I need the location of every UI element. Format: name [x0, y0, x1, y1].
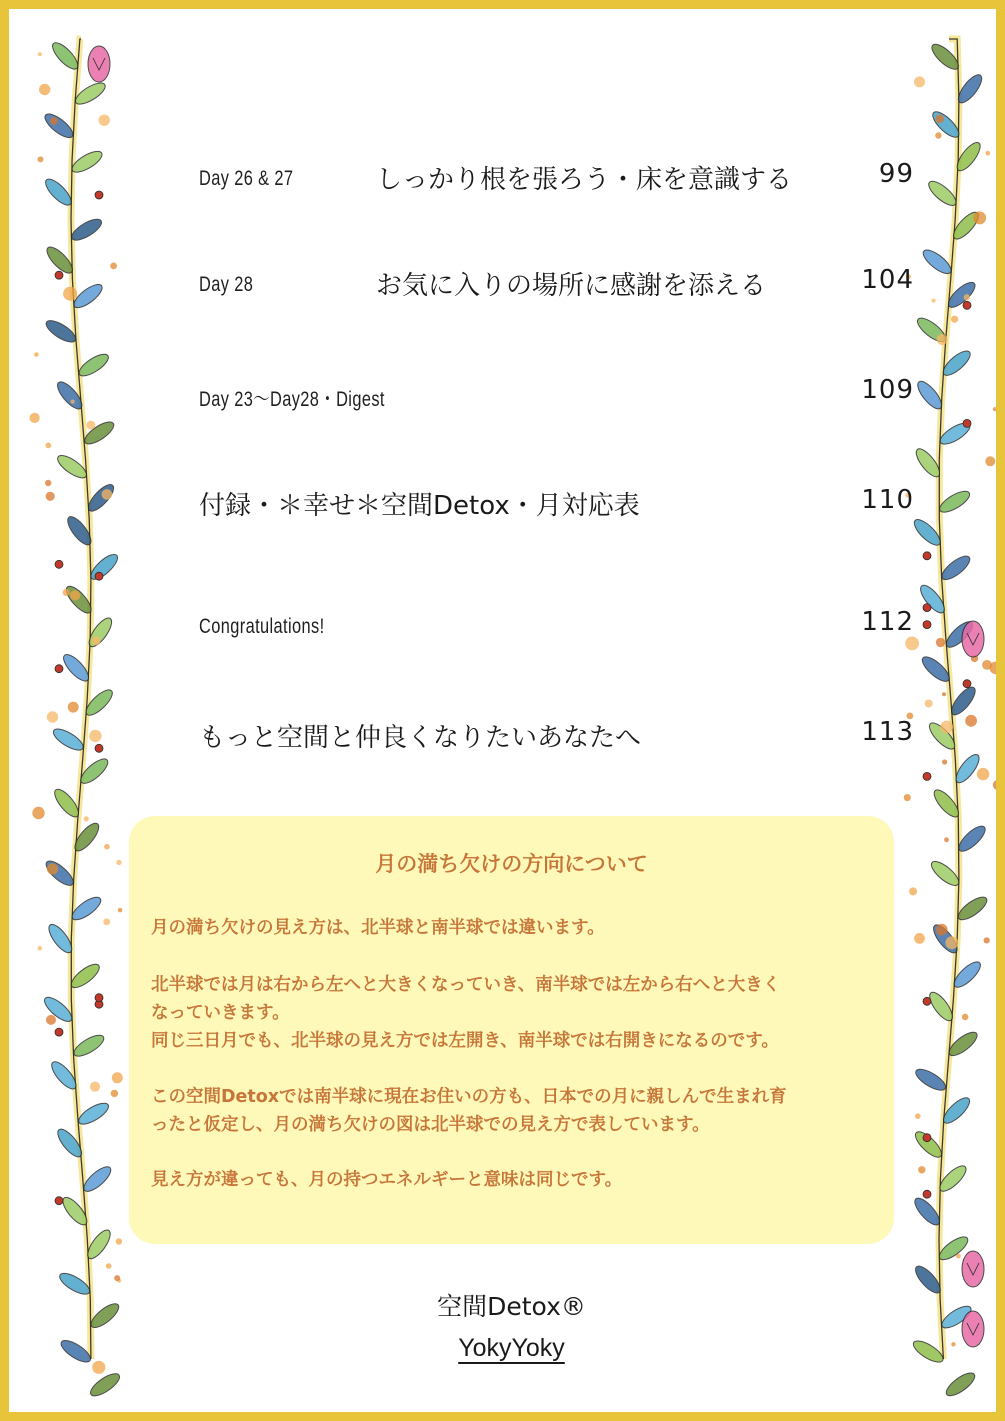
toc-day-label: Day 23〜Day28・Digest — [199, 388, 385, 411]
note-paragraph: 月の満ち欠けの見え方は、北半球と南半球では違います。 — [151, 918, 605, 938]
toc-title: もっと空間と仲良くなりたいあなたへ — [199, 723, 642, 753]
toc-page-number: 99 — [878, 159, 914, 189]
toc-page-number: 110 — [861, 485, 914, 515]
toc-day-label: Day 26 & 27 — [199, 167, 294, 190]
toc-entry-appendix[interactable] — [199, 485, 914, 525]
note-paragraph: 北半球では月は右から左へと大きくなっていき、南半球では左から右へと大きく なっていきます。 同じ三日月でも、北半球の見え方では左開き、南半球では右開きになるのです。 — [151, 975, 781, 1051]
toc-title: お気に入りの場所に感謝を添える — [376, 271, 767, 301]
toc-title: しっかり根を張ろう・床を意識する — [376, 165, 793, 195]
toc-entry-day-28[interactable] — [199, 265, 914, 305]
note-paragraph: この空間Detoxでは南半球に現在お住いの方も、日本での月に親しんで生まれ育 ったと仮定し、月の満ち欠けの図は北半球での見え方で表しています。 — [151, 1087, 787, 1135]
toc-day-label: Day 28 — [199, 273, 254, 296]
moon-phase-note-box — [129, 816, 894, 1244]
toc-page-number: 112 — [861, 607, 914, 637]
note-title: 月の満ち欠けの方向について — [375, 852, 648, 876]
toc-entry-congratulations[interactable] — [199, 607, 914, 647]
brand-name: 空間Detox® — [437, 1292, 586, 1321]
left-floral-vine-decoration — [23, 9, 133, 1421]
toc-entry-closing[interactable] — [199, 717, 914, 757]
toc-page-number: 113 — [861, 717, 914, 747]
right-floral-vine-decoration — [897, 9, 1005, 1421]
toc-day-label: Congratulations! — [199, 615, 325, 638]
author-name: YokyYoky — [458, 1334, 565, 1362]
toc-page-number: 104 — [861, 265, 914, 295]
note-paragraph: 見え方が違っても、月の持つエネルギーと意味は同じです。 — [151, 1170, 623, 1190]
toc-page-number: 109 — [861, 375, 914, 405]
toc-entry-day-26-27[interactable] — [199, 159, 914, 199]
toc-entry-digest[interactable] — [199, 375, 914, 415]
toc-title: 付録・＊幸せ＊空間Detox・月対応表 — [199, 491, 640, 521]
